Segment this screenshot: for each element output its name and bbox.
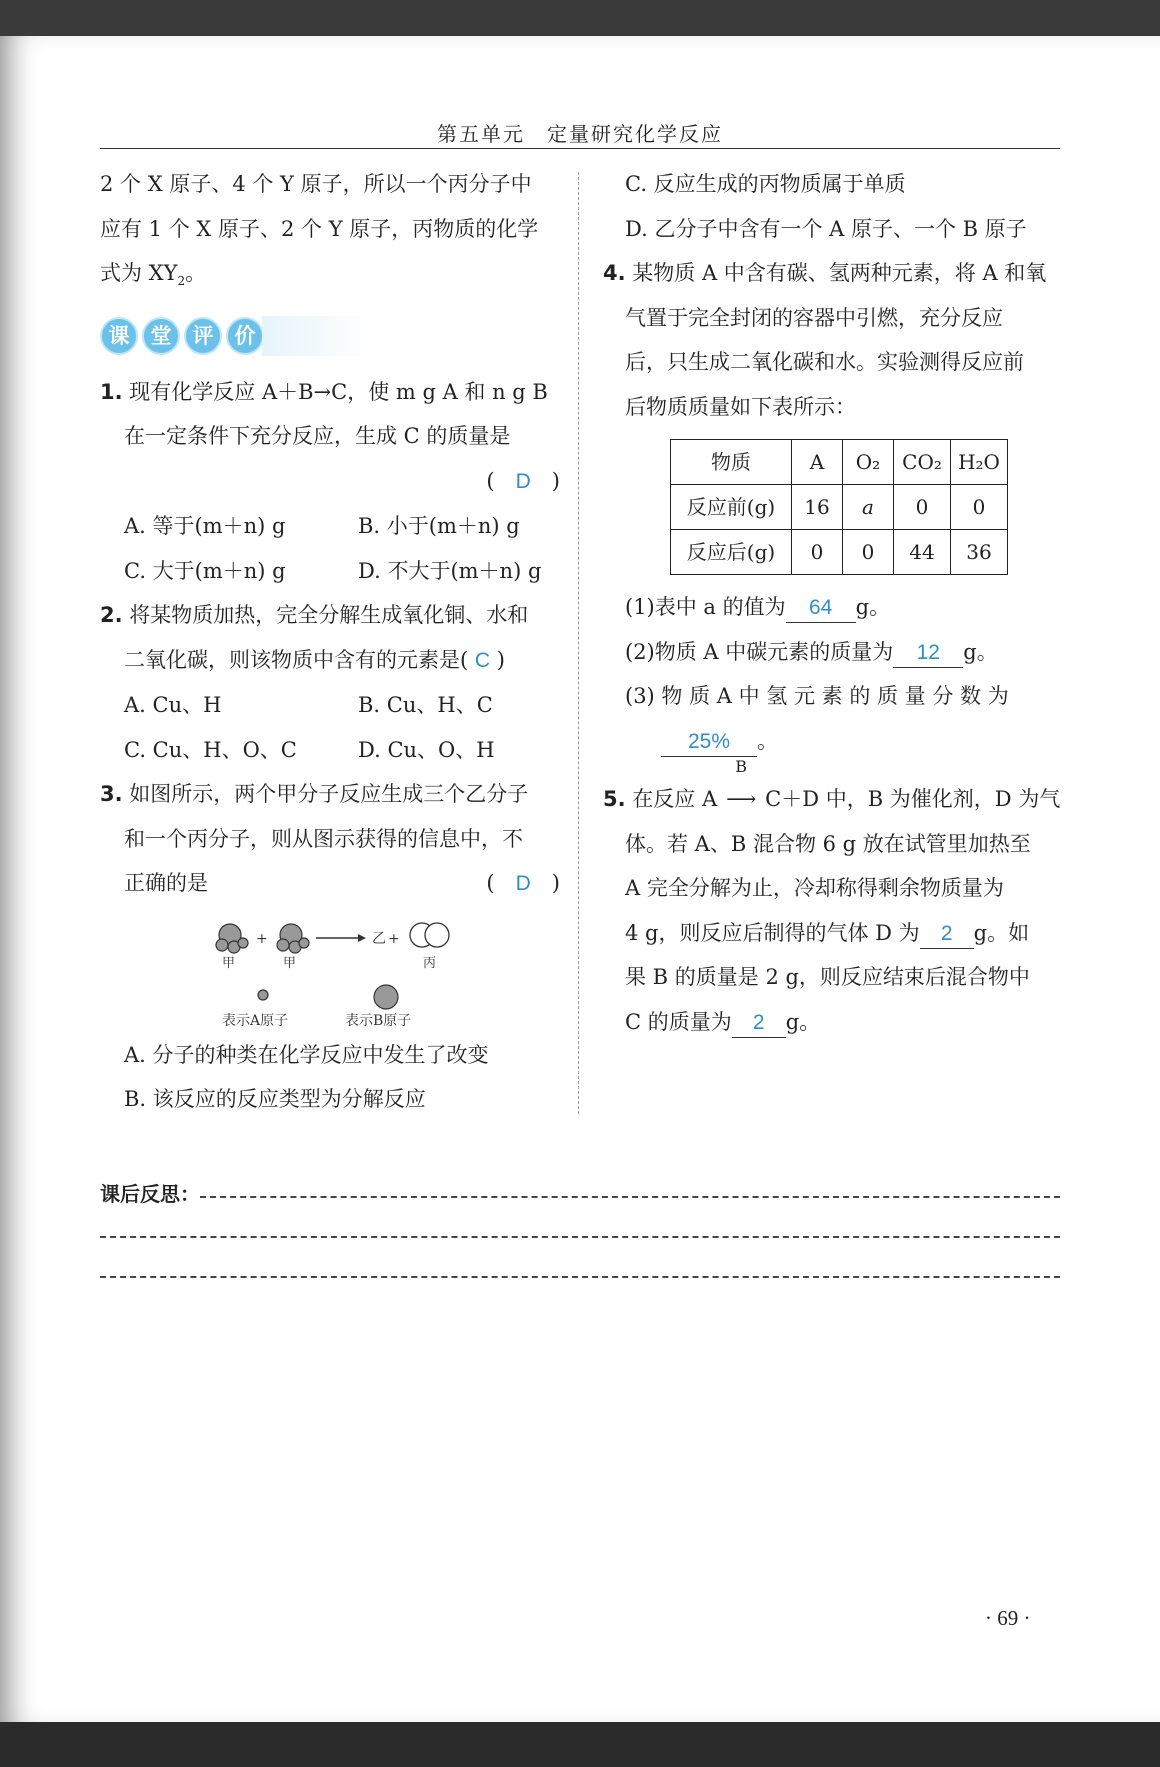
page-number: · 69 · — [985, 1606, 1031, 1630]
q4-answer-1: 64 — [786, 594, 856, 623]
intro-line-1: 2 个 X 原子、4 个 Y 原子，所以一个丙分子中 — [100, 172, 532, 196]
q4-sub-1: (1)表中 a 的值为 64 g。 — [625, 585, 1061, 630]
column-divider — [578, 172, 579, 1114]
reflection-row-2 — [100, 1212, 1060, 1252]
table-cell: CO₂ — [894, 440, 951, 485]
reflection-line — [100, 1236, 1060, 1238]
reflection-section — [100, 1172, 1060, 1292]
jia-molecule-1 — [216, 924, 248, 953]
label-jia-2: 甲 — [283, 955, 297, 971]
q3-option-c: C. 反应生成的丙物质属于单质 — [625, 172, 906, 196]
table-cell: H₂O — [951, 440, 1008, 485]
table-header-row — [671, 440, 1008, 485]
left-column — [100, 162, 560, 1122]
badge-char-3: 评 — [184, 317, 222, 355]
intro-line-2: 应有 1 个 X 原子、2 个 Y 原子，丙物质的化学 — [100, 216, 539, 241]
page-header: 第五单元 定量研究化学反应 — [437, 122, 723, 146]
q1-answer: D — [515, 469, 531, 493]
table-row — [671, 530, 1008, 575]
badge-char-4: 价 — [226, 317, 264, 355]
q3-option-a: A. 分子的种类在化学反应中发生了改变 — [124, 1042, 489, 1067]
table-cell: 物质 — [671, 440, 792, 485]
q4-stem-3: 后，只生成二氧化碳和水。实验测得反应前 — [625, 350, 1024, 374]
right-column — [603, 162, 1061, 1044]
viewer-bottom-bar — [0, 1722, 1160, 1767]
legend-b-text: 表示B原子 — [345, 1012, 412, 1029]
q4-stem-4: 后物质质量如下表所示： — [625, 394, 856, 419]
q4-sub-3-answer-line: 25% 。 — [625, 719, 1061, 764]
q2-stem-1: 2. 将某物质加热，完全分解生成氧化铜、水和 — [100, 603, 529, 628]
reflection-row-3 — [100, 1252, 1060, 1292]
reaction-diagram-svg — [210, 915, 490, 1033]
q4-sub-2: (2)物质 A 中碳元素的质量为 12 g。 — [625, 630, 1061, 675]
intro-line-3: 式为 $XY_2$。 — [100, 261, 207, 289]
table-cell: 0 — [894, 485, 951, 530]
q3-option-d: D. 乙分子中含有一个 A 原子、一个 B 原子 — [625, 216, 1027, 241]
q4-stem-1: 4. 某物质 A 中含有碳、氢两种元素，将 A 和氧 — [603, 261, 1047, 285]
q4-sub-3: (3) 物 质 A 中 氢 元 素 的 质 量 分 数 为 — [625, 684, 1009, 708]
section-badge — [100, 314, 560, 358]
reflection-line — [200, 1196, 1060, 1198]
q5-stem-5: 果 B 的质量是 2 g，则反应结束后混合物中 — [625, 965, 1030, 989]
table-cell: 36 — [951, 530, 1008, 575]
mass-table — [670, 439, 1008, 575]
q3-stem-1: 3. 如图所示，两个甲分子反应生成三个乙分子 — [100, 782, 529, 807]
table-cell: 16 — [792, 485, 843, 530]
table-cell: 反应后(g) — [671, 530, 792, 575]
q3-answer: D — [515, 872, 531, 896]
q2-answer: C — [474, 648, 491, 672]
label-yi: 乙 — [372, 930, 386, 947]
q3-stem-3: 正确的是 ( D ) — [124, 871, 560, 896]
q5-stem-2: 体。若 A、B 混合物 6 g 放在试管里加热至 — [625, 831, 1031, 856]
badge-tail — [262, 316, 372, 356]
legend-b-atom — [374, 985, 398, 1009]
q1-answer-bracket: ( D ) — [486, 468, 560, 493]
q2-options-row-1: A. Cu、H B. Cu、H、C — [124, 693, 493, 718]
q5-answer-1: 2 — [920, 920, 974, 949]
q5-stem-6: C 的质量为 2 g。 — [625, 1000, 1061, 1045]
q2-options-row-2: C. Cu、H、O、C D. Cu、O、H — [124, 737, 495, 762]
bing-molecule — [410, 923, 449, 947]
badge-char-1: 课 — [100, 317, 138, 355]
q2-stem-2: 二氧化碳，则该物质中含有的元素是( C ) — [124, 647, 505, 672]
q3-stem-2: 和一个丙分子，则从图示获得的信息中，不 — [124, 826, 523, 851]
jia-molecule-2 — [277, 924, 309, 953]
label-jia-1: 甲 — [222, 955, 236, 971]
q5-stem-3: A 完全分解为止，冷却称得剩余物质量为 — [625, 876, 1004, 900]
table-cell: a — [843, 485, 894, 530]
q4-answer-3: 25% — [661, 728, 757, 757]
table-cell: 反应前(g) — [671, 485, 792, 530]
reaction-diagram — [210, 915, 490, 1033]
q5-answer-2: 2 — [732, 1009, 786, 1038]
svg-text:+: + — [256, 930, 268, 947]
table-cell: 0 — [951, 485, 1008, 530]
header-rule — [100, 148, 1060, 149]
q4-stem-2: 气置于完全封闭的容器中引燃，充分反应 — [625, 305, 1003, 330]
legend-a-atom — [258, 990, 268, 1000]
reflection-line — [100, 1276, 1060, 1278]
q5-stem-4: 4 g，则反应后制得的气体 D 为 2 g。如 — [625, 911, 1061, 956]
badge-char-2: 堂 — [142, 317, 180, 355]
q1-stem-2: 在一定条件下充分反应，生成 C 的质量是 — [124, 424, 511, 449]
table-cell: A — [792, 440, 843, 485]
reflection-row-1 — [100, 1172, 1060, 1212]
q1-options-row-2: C. 大于(m＋n) g D. 不大于(m＋n) g — [124, 558, 542, 583]
catalyst-arrow: B ⟶ — [726, 757, 757, 811]
q4-answer-2: 12 — [893, 639, 963, 668]
table-cell: 44 — [894, 530, 951, 575]
table-cell: 0 — [843, 530, 894, 575]
q1-stem-1: 1. 现有化学反应 A＋B→C，使 m g A 和 n g B — [100, 379, 548, 404]
reflection-label: 课后反思： — [100, 1181, 200, 1206]
legend-a-text: 表示A原子 — [222, 1012, 289, 1029]
q1-options-row-1: A. 等于(m＋n) g B. 小于(m＋n) g — [124, 514, 520, 539]
svg-text:+: + — [388, 930, 400, 947]
label-bing: 丙 — [423, 955, 437, 971]
table-cell: 0 — [792, 530, 843, 575]
table-row — [671, 485, 1008, 530]
q3-option-b: B. 该反应的反应类型为分解反应 — [124, 1087, 426, 1112]
q5-stem-1: 5. 在反应 A B ⟶ C＋D 中，B 为催化剂，D 为气 — [603, 777, 1061, 822]
table-cell: O₂ — [843, 440, 894, 485]
